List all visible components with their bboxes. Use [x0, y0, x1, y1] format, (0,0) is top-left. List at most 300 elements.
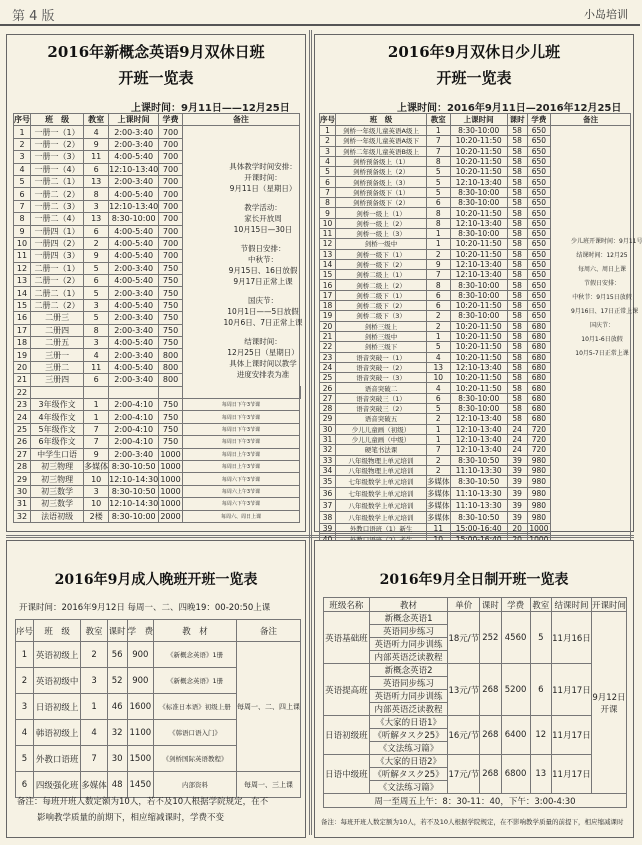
p4-room: 13 [530, 755, 551, 794]
p2-cell: 10:20-11:50 [450, 321, 507, 331]
p2-cell: 5 [427, 187, 451, 197]
p2-cell: 语音突破三（2） [336, 404, 427, 414]
p1-cell: 750 [159, 436, 183, 448]
p1-note-line: 家长开放周 [244, 214, 282, 223]
p2-note-line: 每周六、周日上课 [577, 266, 626, 273]
p3-cell: 1 [81, 694, 108, 720]
p2-cell: 58 [507, 290, 527, 300]
p2-cell: 9 [427, 259, 451, 269]
p2-cell: 10:20-11:50 [450, 156, 507, 166]
p1-cell: 中学生口语 [31, 448, 84, 460]
p3-cell: 内部资料 [154, 772, 237, 798]
p2-cell: 10:20-11:50 [450, 146, 507, 156]
p2-cell: 语音突破二 [336, 383, 427, 393]
p2-cell: 23 [320, 352, 336, 362]
p3-cell: 32 [107, 720, 127, 746]
p2-col-header: 教室 [427, 114, 451, 126]
p1-cell: 12:10-13:40 [109, 201, 159, 211]
p1-cell: 1000 [160, 486, 181, 496]
p2-cell: 1 [427, 331, 451, 341]
p2-cell: 七年级数学上单元培训 [336, 476, 427, 488]
p2-cell: 12:10-13:40 [450, 218, 507, 228]
p2-cell: 8:30-10:00 [450, 187, 507, 197]
p1-cell: 11 [84, 151, 109, 163]
p1-note-line: 节假日安排： [240, 244, 286, 253]
p1-cell: 初三物理 [31, 473, 84, 485]
p4-start-line: 9月12日 [592, 692, 626, 703]
p4-footnote: 备注：每班开班人数定额为10人，若不及10人根据学院规定，在不影响教学质量的前提下，相应缩减课时 [321, 818, 624, 826]
p2-cell: 11 [427, 524, 451, 534]
p2-note-line: 结课时间：12月25 [576, 252, 628, 259]
p1-row-note-empty [300, 386, 301, 398]
p4-col-header: 结课时间 [552, 598, 592, 612]
p2-cell: 58 [507, 404, 527, 414]
p1-cell: 750 [159, 312, 183, 324]
p2-cell: 650 [527, 208, 551, 218]
p2-cell: 剑桥三级中 [336, 331, 427, 341]
p1-cell: 一册一（2） [31, 138, 84, 150]
p2-cell: 58 [507, 156, 527, 166]
p1-cell: 800 [159, 361, 183, 373]
p1-cell: 2:00-3:40 [109, 324, 159, 336]
p2-cell: 980 [527, 512, 551, 524]
p3-cell: 2 [81, 642, 108, 668]
p2-cell: 剑桥二级上（1） [336, 270, 427, 280]
p1-cell: 800 [159, 349, 183, 361]
p1-cell: 二册二（2） [31, 299, 84, 311]
p1-cell: 多媒体 [84, 462, 109, 472]
p2-cell: 1000 [527, 524, 551, 534]
p2-cell: 650 [527, 126, 551, 136]
p1-cell: 9 [14, 225, 31, 237]
p2-cell: 58 [507, 393, 527, 403]
p3-remark: 每周一、二、四上课 [236, 642, 300, 772]
p1-cell: 4 [14, 163, 31, 175]
p2-cell: 7 [427, 146, 451, 156]
p3-cell: 《韩语口语入门》 [154, 720, 237, 746]
p2-cell: 8:30-10:00 [450, 228, 507, 238]
p1-cell: 700 [159, 225, 183, 237]
p2-cell: 剑桥预备级下（2） [336, 198, 427, 208]
p2-cell: 10:20-11:50 [450, 373, 507, 383]
p1-cell: 31 [14, 498, 31, 510]
p2-cell: 剑桥预备级上（2） [336, 167, 427, 177]
p2-cell: 5 [427, 177, 451, 187]
p2-cell: 6 [427, 198, 451, 208]
p1-cell: 14 [14, 287, 31, 299]
p2-cell: 720 [527, 434, 551, 444]
p4-fee: 4560 [501, 612, 530, 664]
p2-col-header: 序号 [320, 115, 335, 124]
p4-col-header: 单价 [448, 598, 480, 612]
p2-cell: 24 [507, 445, 527, 455]
p1-cell: 12 [14, 262, 31, 274]
p3-cell: 4 [16, 720, 34, 746]
p1-cell: 2:00-4:10 [109, 411, 159, 423]
p1-cell: 2:00-3:40 [109, 374, 159, 386]
p2-cell: 2 [320, 136, 336, 146]
p1-note-line: 9月15日、16日放假 [228, 266, 298, 275]
table-row [324, 612, 627, 625]
p1-col-header: 班 级 [31, 114, 84, 126]
p2-cell: 语音突破一（2） [336, 362, 427, 372]
p2-cell: 剑桥二级下（1） [336, 290, 427, 300]
p1-cell: 7 [84, 436, 109, 448]
p3-table [15, 619, 301, 798]
p2-cell: 10 [320, 218, 336, 228]
p2-cell: 8:30-10:00 [450, 198, 507, 208]
p4-book: 《听解タスク25》 [369, 768, 448, 781]
p2-cell: 8:30-10:50 [450, 512, 507, 524]
p1-cell: 6 [84, 374, 109, 386]
p1-header-row [14, 114, 301, 126]
p3-cell: 900 [127, 642, 154, 668]
p2-cell: 680 [527, 362, 551, 372]
p1-cell: 4:00-5:40 [109, 225, 159, 237]
p2-cell: 10:20-11:50 [450, 342, 507, 352]
p2-cell: 8:30-10:00 [450, 290, 507, 300]
p1-cell: 二册五 [31, 337, 84, 349]
p2-cell: 58 [507, 228, 527, 238]
p2-cell: 650 [527, 249, 551, 259]
p2-cell: 58 [507, 321, 527, 331]
p3-col-header: 教室 [81, 620, 108, 642]
p2-cell: 720 [527, 424, 551, 434]
panel-new-concept [6, 34, 306, 532]
p3-col-header: 教 材 [154, 620, 237, 642]
p2-cell: 6 [427, 290, 451, 300]
p2-cell: 3 [320, 146, 336, 156]
p2-cell: 少儿儿童画（中级） [336, 434, 427, 444]
p4-start-line: 开课 [600, 704, 618, 715]
p2-cell: 1 [427, 434, 451, 444]
p4-col-header: 课时 [480, 598, 501, 612]
p1-cell: 3 [84, 337, 109, 349]
p2-cell: 6 [427, 301, 451, 311]
p2-cell: 剑桥二级下（2） [336, 301, 427, 311]
p2-cell: 650 [527, 290, 551, 300]
p2-cell: 35 [320, 476, 336, 488]
p2-cell: 8 [427, 208, 451, 218]
p2-cell: 剑桥预备级上（3） [336, 177, 427, 187]
p2-cell: 2 [427, 414, 451, 424]
p1-cell: 三册四 [31, 374, 84, 386]
p2-cell: 39 [507, 455, 527, 465]
p1-cell: 一册一（4） [31, 163, 84, 175]
table-row [324, 755, 627, 768]
p2-cell: 58 [507, 146, 527, 156]
p1-cell: 4:00-5:40 [109, 275, 159, 287]
p1-cell: 700 [159, 151, 183, 163]
p1-cell: 初三数学 [31, 485, 84, 497]
p2-cell: 八年级物理上单元培训 [336, 455, 427, 465]
p2-cell: 30 [320, 424, 336, 434]
p4-col-header: 教室 [530, 598, 551, 612]
p1-cell: 10 [84, 498, 109, 510]
p1-cell: 1 [14, 126, 31, 138]
p2-cell: 14 [320, 259, 336, 269]
p2-cell: 58 [507, 187, 527, 197]
p1-cell: 750 [159, 337, 183, 349]
p4-hours: 268 [480, 755, 501, 794]
p4-price: 18元/节 [448, 612, 480, 664]
p1-col-header: 学费 [159, 114, 183, 126]
p1-note-line: 9月17日正常上课 [233, 277, 293, 286]
p1-col-header: 上课时间 [109, 114, 159, 126]
p2-cell: 2 [427, 465, 451, 475]
p2-cell: 12:10-13:40 [450, 445, 507, 455]
p3-cell: 30 [107, 746, 127, 772]
p2-cell: 7 [320, 187, 336, 197]
p3-cell: 1600 [127, 694, 154, 720]
p3-title: 2016年9月成人晚班开班一览表 [54, 572, 258, 588]
p2-cell: 650 [527, 218, 551, 228]
p2-cell: 剑桥预备级上（1） [336, 156, 427, 166]
p2-subtitle: 开班一览表 [436, 69, 512, 87]
p4-hours: 268 [480, 664, 501, 716]
p1-row-note: 每周六、周日上课 [182, 510, 299, 522]
table-row [14, 448, 301, 460]
p2-cell: 58 [507, 136, 527, 146]
p1-cell: 10 [14, 237, 31, 249]
p1-row-note: 每周日下午3节课 [182, 436, 299, 448]
p3-cell: 1 [16, 642, 34, 668]
p2-cell: 650 [527, 167, 551, 177]
p2-cell: 2 [427, 455, 451, 465]
table-row [14, 126, 301, 138]
table-row [14, 423, 301, 435]
table-row [16, 642, 301, 668]
p1-cell: 17 [14, 324, 31, 336]
p1-cell: 11 [84, 361, 109, 373]
p2-cell: 8:30-10:00 [450, 404, 507, 414]
p1-cell: 4:00-5:40 [109, 151, 159, 163]
p2-note-line: 10月5-7日正常上课 [575, 350, 629, 357]
p2-cell: 1 [427, 228, 451, 238]
p2-cell: 6 [320, 177, 336, 187]
p2-cell: 27 [320, 393, 336, 403]
p2-cell: 剑桥三级上 [336, 321, 427, 331]
p2-cell: 33 [320, 455, 336, 465]
p2-cell: 10:20-11:50 [450, 301, 507, 311]
p2-cell: 650 [527, 259, 551, 269]
p2-note-line: 节假日安排： [583, 280, 620, 287]
p4-title: 2016年9月全日制开班一览表 [379, 572, 569, 588]
p1-cell: 7 [14, 200, 31, 212]
p1-cell: 6 [84, 225, 109, 237]
p2-cell: 剑桥二级上（2） [336, 280, 427, 290]
p2-cell: 剑桥一级上（2） [336, 218, 427, 228]
p4-book: 新概念英语1 [369, 612, 448, 625]
p3-cell: 四级强化班 [34, 772, 81, 798]
p1-cell: 三册二 [31, 361, 84, 373]
p4-header-row [324, 598, 627, 612]
p3-cell: 《标准日本语》初级上册 [154, 694, 237, 720]
p2-cell: 13 [320, 249, 336, 259]
p1-note-line: 中秋节： [248, 255, 278, 264]
p2-cell: 58 [507, 280, 527, 290]
p1-cell: 28 [14, 460, 31, 472]
p1-cell: 一册一（1） [31, 126, 84, 138]
p1-row-note: 每周六下午3节课 [182, 498, 299, 510]
p2-cell: 58 [507, 167, 527, 177]
p2-col-header: 课时 [507, 114, 527, 126]
p1-cell: 750 [159, 275, 183, 287]
p4-book: 《文法练习篇》 [369, 742, 448, 755]
p2-note-line: 9月16日、17日正常上课 [571, 308, 639, 315]
p1-cell: 4:00-5:40 [109, 237, 159, 249]
p1-note-line: 结课时间： [244, 337, 282, 346]
p4-room: 6 [530, 664, 551, 716]
p2-note [571, 235, 642, 361]
p2-cell: 17 [320, 290, 336, 300]
p1-cell: 4:00-5:40 [109, 361, 159, 373]
p1-title: 2016年新概念英语9月双休日班 [47, 43, 265, 61]
p1-cell: 700 [159, 126, 183, 138]
p1-cell [31, 386, 84, 398]
p2-cell: 5 [427, 167, 451, 177]
p2-col-header: 班 级 [336, 114, 427, 126]
p3-cell: 1450 [127, 772, 154, 798]
p2-cell: 八年级物理上单元培训 [336, 465, 427, 475]
p3-cell: 56 [107, 642, 127, 668]
p2-cell: 1 [427, 126, 451, 136]
p1-cell: 二册一（2） [31, 275, 84, 287]
p3-cell: 6 [16, 772, 34, 798]
p2-cell: 15 [320, 270, 336, 280]
p4-price: 17元/节 [448, 755, 480, 794]
p1-cell: 750 [159, 262, 183, 274]
p4-class-name: 日语中级班 [324, 755, 370, 794]
p1-cell: 一册四（2） [31, 237, 84, 249]
p2-cell: 29 [320, 414, 336, 424]
p2-cell: 680 [527, 342, 551, 352]
p1-cell: 3 [84, 200, 109, 212]
p2-cell: 12:10-13:40 [450, 177, 507, 187]
p1-cell: 2000 [160, 511, 181, 521]
p1-cell: 2:00-3:40 [109, 349, 159, 361]
p1-cell: 5 [14, 175, 31, 187]
p2-cell: 8 [427, 218, 451, 228]
p1-cell: 24 [14, 411, 31, 423]
p1-time: 上课时间：9月11日——12月25日 [131, 103, 290, 114]
p2-cell: 5 [427, 404, 451, 414]
p4-col-header: 学费 [501, 598, 530, 612]
p3-cell: 1100 [127, 720, 154, 746]
p4-col-header: 教材 [369, 598, 448, 612]
p1-cell: 700 [159, 200, 183, 212]
p1-cell: 8:30-10:50 [109, 485, 159, 497]
table-row [14, 473, 301, 485]
p4-class-name: 日语初级班 [324, 716, 370, 755]
p1-cell: 25 [14, 423, 31, 435]
p2-cell: 多媒体 [427, 513, 450, 523]
table-row [14, 485, 301, 497]
p2-cell: 680 [527, 414, 551, 424]
p1-cell [109, 386, 159, 398]
p1-cell: 13 [84, 175, 109, 187]
p2-cell: 剑桥一级上（3） [336, 228, 427, 238]
p1-cell: 一册一（3） [31, 151, 84, 163]
p2-cell: 24 [507, 434, 527, 444]
p3-cell: 《新概念英语》1册 [154, 642, 237, 668]
p2-cell: 37 [320, 500, 336, 512]
p1-cell: 一册二（1） [31, 175, 84, 187]
p2-cell: 650 [527, 280, 551, 290]
p1-cell: 2:00-3:40 [109, 262, 159, 274]
p3-col-header: 课时 [107, 620, 127, 642]
p3-cell: 英语初级上 [34, 642, 81, 668]
p2-cell: 58 [507, 177, 527, 187]
p4-schedule: 周一至周五上午：8：30-11：40，下午：3:00-4:30 [324, 794, 627, 808]
p2-cell: 1 [320, 126, 336, 136]
p1-cell: 一册二（2） [31, 188, 84, 200]
p2-cell: 语音突破一（1） [336, 352, 427, 362]
p2-cell: 剑桥一级上（1） [336, 208, 427, 218]
p3-cell: 1500 [127, 746, 154, 772]
p1-cell: 8 [84, 188, 109, 200]
p2-cell: 10:20-11:50 [450, 249, 507, 259]
p2-cell: 58 [507, 259, 527, 269]
p2-cell: 18 [320, 301, 336, 311]
p2-cell: 19 [320, 311, 336, 321]
p2-cell: 4 [320, 156, 336, 166]
p2-note-line: 少儿班开课时间：9月11号 [571, 238, 642, 245]
p3-cell: 5 [16, 746, 34, 772]
p3-cell: 英语初级中 [34, 668, 81, 694]
p4-start-cell [591, 612, 626, 794]
p2-note-line: 10月1-6日放假 [581, 336, 623, 343]
p2-cell: 2 [427, 321, 451, 331]
p2-cell: 650 [527, 198, 551, 208]
p1-cell: 法语初级 [31, 510, 84, 522]
p2-cell: 31 [320, 434, 336, 444]
p2-cell: 650 [527, 136, 551, 146]
p4-price: 16元/节 [448, 716, 480, 755]
p2-cell: 11:10-13:30 [450, 488, 507, 500]
p1-cell: 一册二（3） [31, 200, 84, 212]
p1-cell: 750 [159, 411, 183, 423]
p4-hours: 252 [480, 612, 501, 664]
p1-cell: 2:00-3:40 [109, 138, 159, 150]
p1-cell: 2:00-3:40 [109, 312, 159, 324]
p2-cell: 58 [507, 270, 527, 280]
p2-cell: 12:10-13:40 [450, 414, 507, 424]
p2-cell: 650 [527, 301, 551, 311]
p2-cell: 39 [507, 465, 527, 475]
p4-end: 11月17日 [552, 664, 592, 716]
p1-row-note: 每周六下午3节课 [182, 473, 299, 485]
p3-cell: 52 [107, 668, 127, 694]
p1-note-line: 10月1日——5日放假 [227, 307, 299, 316]
p1-cell: 3 [84, 299, 109, 311]
p1-row-note: 每周日下午3节课 [182, 398, 299, 410]
p2-cell: 58 [507, 301, 527, 311]
p3-header-row [16, 620, 301, 642]
p2-cell: 39 [507, 500, 527, 512]
page-header [0, 0, 640, 26]
p1-cell: 23 [14, 398, 31, 410]
p1-cell: 2 [84, 237, 109, 249]
panel-adult [6, 540, 306, 838]
p1-cell: 9 [84, 138, 109, 150]
p1-cell: 29 [14, 473, 31, 485]
p2-cell: 多媒体 [427, 489, 450, 499]
p1-note-line: 9月11日（星期日） [229, 184, 297, 193]
table-row [320, 126, 631, 136]
p4-col-header: 开课时间 [591, 598, 626, 612]
p2-cell: 8:30-10:00 [450, 393, 507, 403]
